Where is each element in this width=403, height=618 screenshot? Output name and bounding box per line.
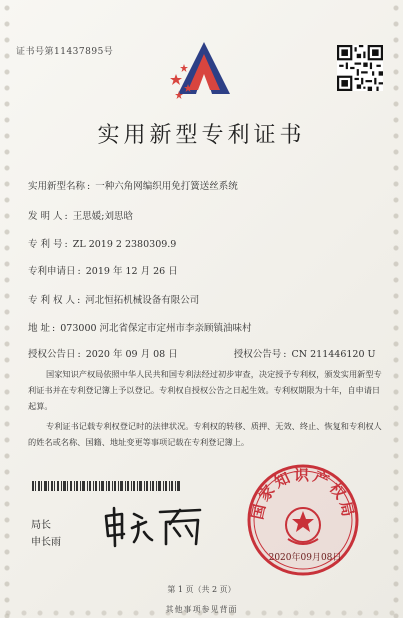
address-label: 地 址 [28, 323, 51, 334]
patent-number-row: 专 利 号 : ZL 2019 2 2380309.9 [28, 236, 176, 250]
barcode-strip [32, 481, 180, 491]
certificate-paragraph-2: 专利证书记载专利权登记时的法律状况。专利权的转移、质押、无效、终止、恢复和专利权人的姓名或名称、国籍、地址变更等事项记载在专利登记簿上。 [28, 421, 382, 447]
patent-number-value: ZL 2019 2 2380309.9 [72, 239, 177, 250]
inventor-label: 发 明 人 [28, 211, 63, 222]
certificate-title: 实用新型专利证书 [97, 123, 306, 148]
left-border-ornament [2, 0, 12, 618]
patent-number-label: 专 利 号 [28, 239, 63, 250]
filing-date-row: 专利申请日 : 2019 年 12 月 26 日 [28, 263, 178, 277]
inventor-value: 王思媛;刘思晗 [72, 211, 133, 222]
page-indicator: 第 1 页（共 2 页） [167, 585, 236, 594]
filing-date-value: 2019 年 12 月 26 日 [85, 266, 178, 277]
footer-note: 其他事项参见背面 [165, 605, 238, 614]
patentee-label: 专 利 权 人 [28, 295, 76, 306]
grant-date-value: 2020 年 09 月 08 日 [85, 349, 178, 360]
patentee-row: 专 利 权 人 : 河北恒拓机械设备有限公司 [28, 292, 199, 306]
utility-model-name-row: 实用新型名称 : 一种六角网编织用免打簧送丝系统 [28, 178, 238, 192]
patentee-value: 河北恒拓机械设备有限公司 [85, 295, 200, 306]
handwritten-signature [100, 504, 210, 550]
seal-date: 2020年09月08日 [268, 553, 342, 563]
grant-number-label: 授权公告号 [233, 349, 282, 360]
inventor-row: 发 明 人 : 王思媛;刘思晗 [28, 208, 133, 222]
seal-text: 国家知识产权局 [248, 466, 358, 522]
address-row: 地 址 : 073000 河北省保定市定州市李亲顾镇油味村 [28, 320, 252, 334]
official-role: 局长 [31, 520, 51, 531]
official-name: 申长雨 [31, 537, 61, 548]
address-value: 073000 河北省保定市定州市李亲顾镇油味村 [60, 323, 252, 334]
certificate-paragraph-1: 国家知识产权局依照中华人民共和国专利法经过初步审查，决定授予专利权，颁发实用新型专利证书并在专利登记簿上予以登记。专利权自授权公告之日起生效。专利权期限为十年，自申请日起算。 [28, 369, 382, 411]
patent-office-emblem-icon [168, 38, 240, 100]
grant-row: 授权公告日 : 2020 年 09 月 08 日 授权公告号 : CN 211446120 U [28, 346, 376, 360]
right-border-ornament [391, 0, 401, 618]
filing-date-label: 专利申请日 [28, 266, 76, 277]
certificate-number: 证书号第11437895号 [16, 47, 114, 57]
utility-model-name-value: 一种六角网编织用免打簧送丝系统 [95, 181, 238, 192]
grant-date-label: 授权公告日 [28, 349, 76, 360]
qr-code-icon [337, 45, 383, 91]
utility-model-name-label: 实用新型名称 [28, 181, 86, 192]
grant-number-value: CN 211446120 U [291, 349, 376, 360]
